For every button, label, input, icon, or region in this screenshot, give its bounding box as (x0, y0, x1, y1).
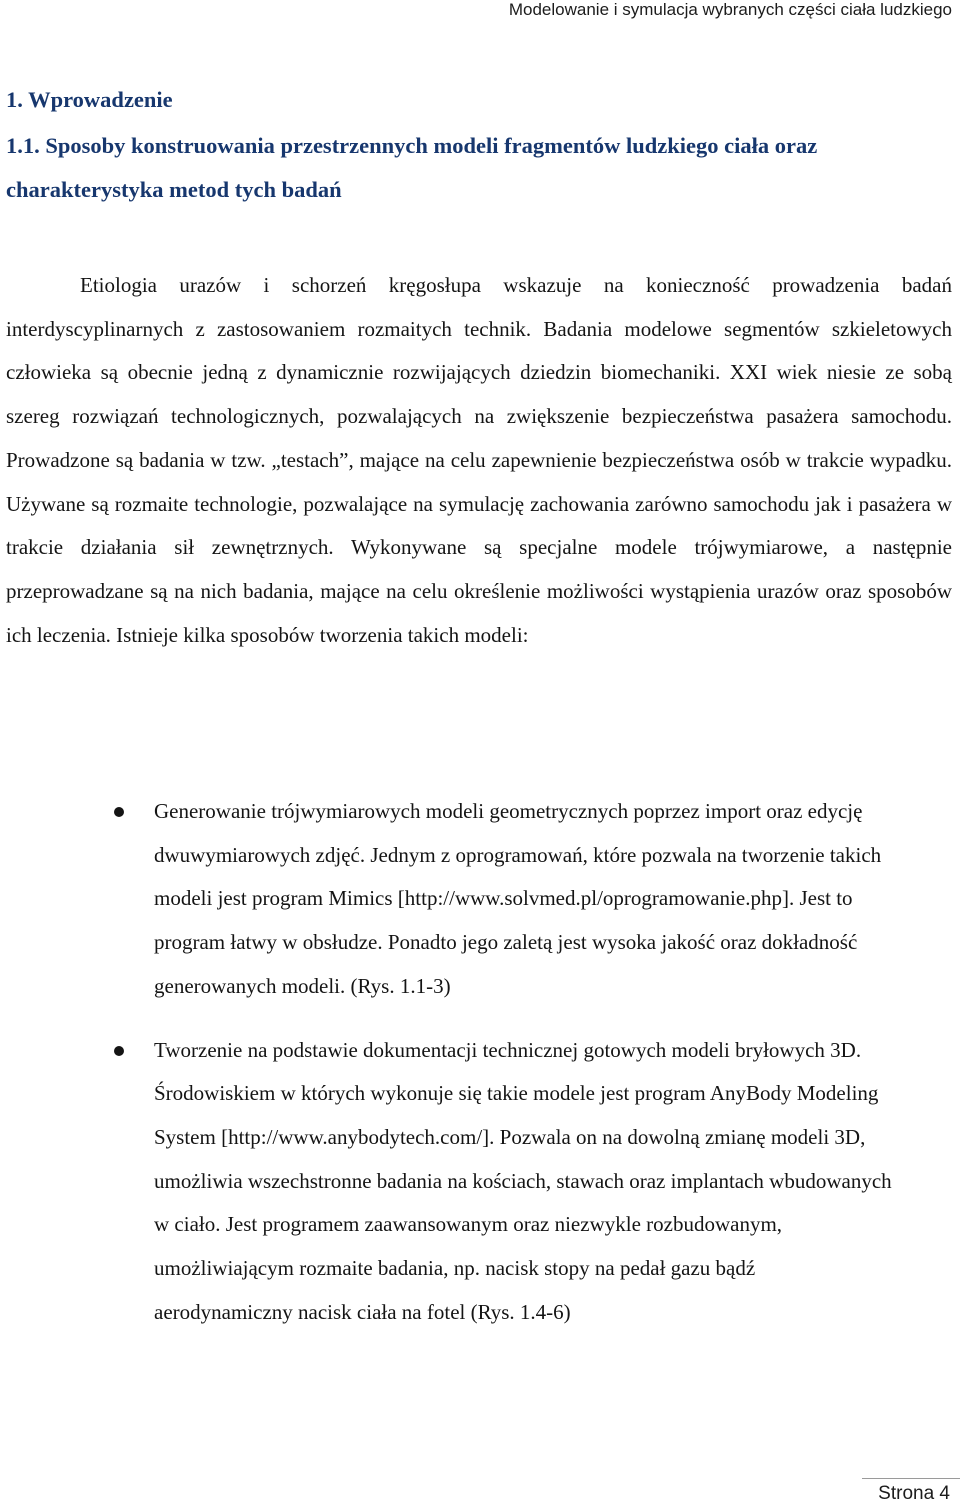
bullet-icon (114, 1046, 124, 1056)
section-heading: 1. Wprowadzenie (6, 87, 173, 112)
method-list (0, 790, 960, 1354)
list-item-text: Tworzenie na podstawie dokumentacji technicznej gotowych modeli bryłowych 3D. Środowiskiem w których wykonuje się takie modele jest program AnyBody Modeling System [http://www.anybodytech.com/]. Pozwala on na dowolną zmianę modeli 3D, umożliwia wszechstronne badania na kościach, stawach oraz implantach wbudowanych w ciało. Jest programem zaawansowanym oraz niezwykle rozbudowanym, umożliwiającym rozmaite badania, np. nacisk stopy na pedał gazu bądź aerodynamiczny nacisk ciała na fotel (Rys. 1.4-6) (154, 1037, 892, 1324)
footer-rule (862, 1478, 960, 1479)
list-item (154, 1029, 892, 1335)
bullet-icon (114, 807, 124, 817)
running-header: Modelowanie i symulacja wybranych części ciała ludzkiego (508, 0, 952, 19)
page-number: Strona 4 (878, 1483, 950, 1504)
body-paragraph: Etiologia urazów i schorzeń kręgosłupa wskazuje na konieczność prowadzenia badań interdyscyplinarnych z zastosowaniem rozmaitych technik. Badania modelowe segmentów szkieletowych człowieka są obecnie jedną z dynamicznie rozwijających dziedzin biomechaniki. XXI wiek niesie ze sobą szereg rozwiązań technologicznych, pozwalających na zwiększenie bezpieczeństwa pasażera samochodu. Prowadzone są badania w tzw. „testach”, mające na celu zapewnienie bezpieczeństwa osób w trakcie wypadku. Używane są rozmaite technologie, pozwalające na symulację zachowania zarówno samochodu jak i pasażera w trakcie działania sił zewnętrznych. Wykonywane są specjalne modele trójwymiarowe, a następnie przeprowadzane są na nich badania, mające na celu określenie możliwości wystąpienia urazów oraz sposobów ich leczenia. Istnieje kilka sposobów tworzenia takich modeli: (6, 273, 952, 647)
list-item-text: Generowanie trójwymiarowych modeli geometrycznych poprzez import oraz edycję dwuwymiarowych zdjęć. Jednym z oprogramowań, które pozwala na tworzenie takich modeli jest program Mimics [http://www.solvmed.pl/oprogramowanie.php]. Jest to program łatwy w obsłudze. Ponadto jego zaletą jest wysoka jakość oraz dokładność generowanych modeli. (Rys. 1.1-3) (154, 799, 882, 998)
list-item (154, 790, 892, 1009)
subsection-heading: 1.1. Sposoby konstruowania przestrzennych modeli fragmentów ludzkiego ciała oraz charakterystyka metod tych badań (6, 133, 818, 202)
